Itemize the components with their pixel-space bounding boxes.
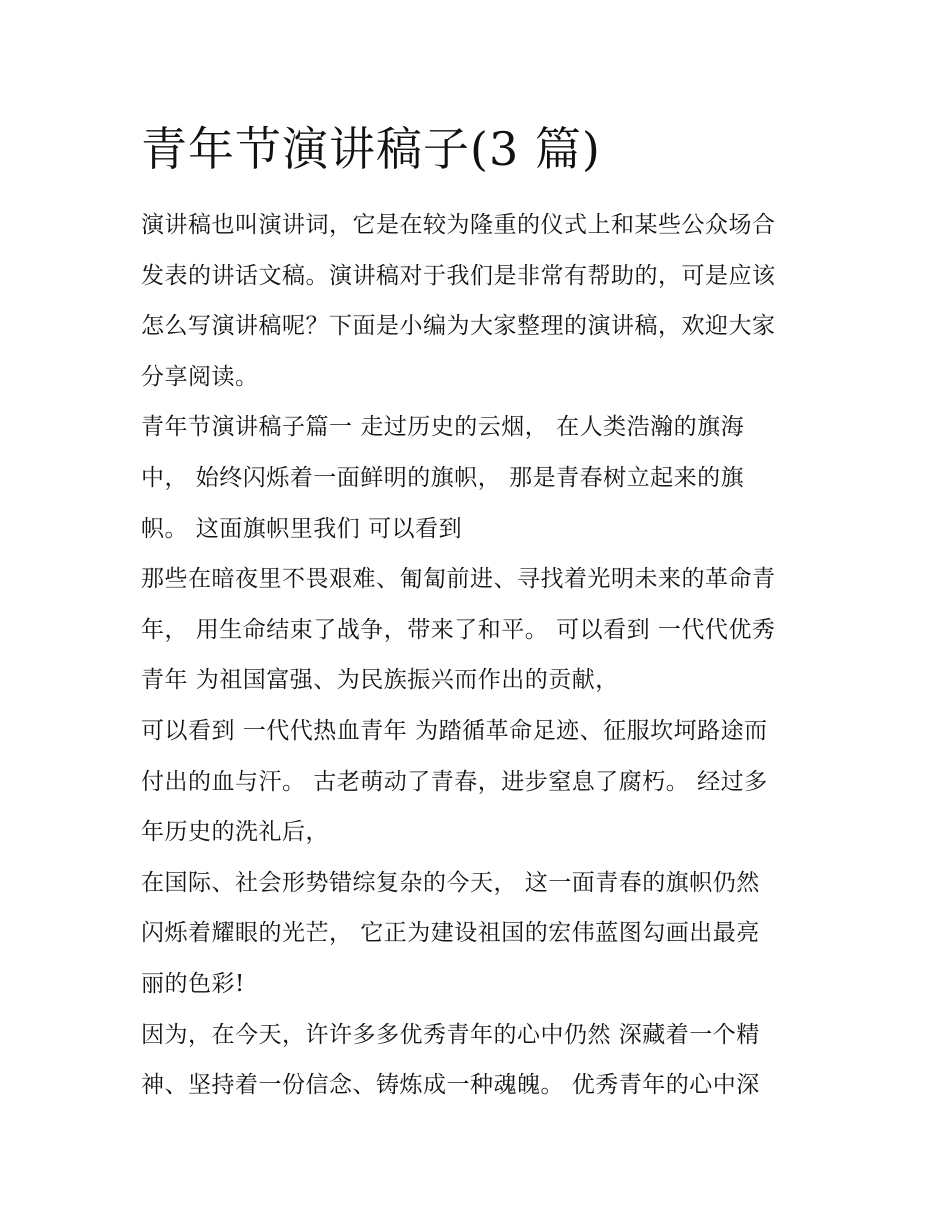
text-line: 付出的血与汗。 古老萌动了青春，进步窒息了腐朽。 经过多	[141, 768, 768, 795]
text-line: 神、坚持着一份信念、铸炼成一种魂魄。 优秀青年的心中深	[141, 1072, 760, 1099]
text-line: 帜。 这面旗帜里我们 可以看到	[141, 515, 463, 542]
document-body	[141, 200, 821, 1111]
text-line: 年历史的洗礼后，	[141, 819, 329, 846]
text-line: 青年节演讲稿子篇一 走过历史的云烟， 在人类浩瀚的旗海	[141, 414, 745, 441]
text-line: 发表的讲话文稿。演讲稿对于我们是非常有帮助的，可是应该	[141, 262, 776, 289]
text-line: 闪烁着耀眼的光芒， 它正为建设祖国的宏伟蓝图勾画出最亮	[141, 920, 760, 947]
document-page	[141, 112, 821, 1111]
text-line: 可以看到 一代代热血青年 为踏循革命足迹、征服坎坷路途而	[141, 717, 768, 744]
text-line: 中， 始终闪烁着一面鲜明的旗帜， 那是青春树立起来的旗	[141, 464, 745, 491]
text-line: 演讲稿也叫演讲词，它是在较为隆重的仪式上和某些公众场合	[141, 212, 776, 238]
text-line: 因为，在今天，许许多多优秀青年的心中仍然 深藏着一个精	[141, 1021, 760, 1048]
text-line: 那些在暗夜里不畏艰难、匍匐前进、寻找着光明未来的革命青	[141, 566, 776, 593]
text-line: 年， 用生命结束了战争，带来了和平。 可以看到 一代代优秀	[141, 616, 776, 643]
text-line: 分享阅读。	[141, 363, 259, 390]
text-line: 青年 为祖国富强、为民族振兴而作出的贡献，	[141, 667, 619, 694]
text-line: 怎么写演讲稿呢？下面是小编为大家整理的演讲稿，欢迎大家	[141, 313, 776, 340]
text-line: 在国际、社会形势错综复杂的今天， 这一面青春的旗帜仍然	[141, 869, 760, 896]
text-line: 丽的色彩!	[141, 970, 245, 997]
document-title: 青年节演讲稿子(3 篇)	[141, 122, 601, 176]
